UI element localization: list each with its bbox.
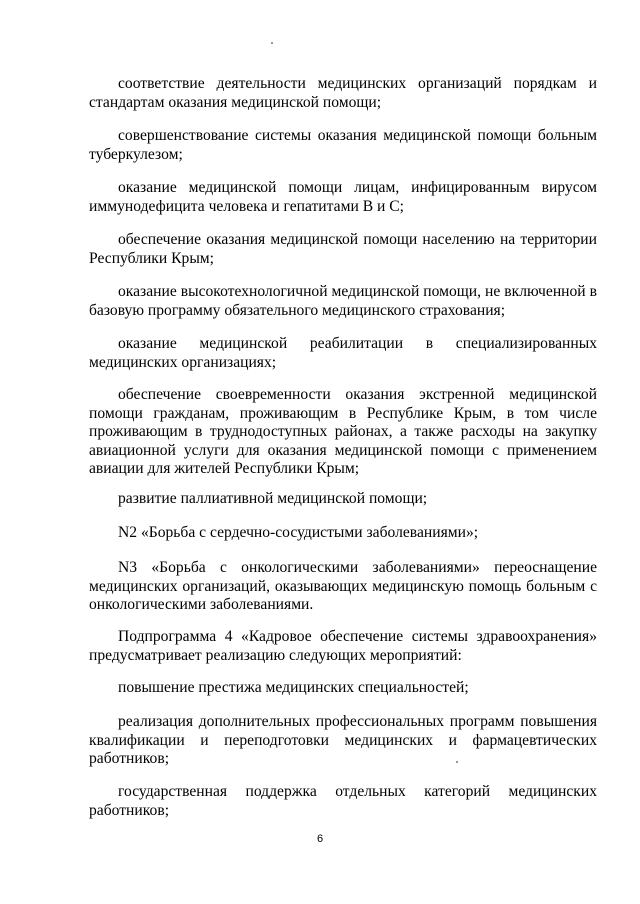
paragraph: обеспечение оказания медицинской помощи населению на территории Республики Крым; — [89, 231, 597, 267]
paragraph: Подпрограмма 4 «Кадровое обеспечение системы здравоохранения» предусматривает реализацию следующих мероприятий: — [89, 628, 597, 664]
paragraph: N3 «Борьба с онкологическими заболеваниями» переоснащение медицинских организаций, оказывающих медицинскую помощь больным с онкологическими заболеваниями. — [89, 559, 597, 613]
paragraph: государственная поддержка отдельных категорий медицинских работников; — [89, 783, 597, 819]
paragraph: обеспечение своевременности оказания экстренной медицинской помощи гражданам, проживающим в Республике Крым, в том числе проживающим в труднодоступных районах, а также расходы на закупку авиационной услуги для оказания медицинской помощи с применением авиации для жителей Республики Крым; — [89, 386, 597, 477]
scan-speck — [271, 42, 273, 44]
paragraph: соответствие деятельности медицинских организаций порядкам и стандартам оказания медицинской помощи; — [89, 75, 597, 111]
paragraph: оказание медицинской помощи лицам, инфицированным вирусом иммунодефицита человека и гепатитами В и С; — [89, 179, 597, 215]
paragraph: повышение престижа медицинских специальностей; — [118, 679, 469, 696]
paragraph: совершенствование системы оказания медицинской помощи больным туберкулезом; — [89, 127, 597, 163]
paragraph: оказание высокотехнологичной медицинской помощи, не включенной в базовую программу обязательного медицинского страхования; — [89, 283, 597, 319]
paragraph: реализация дополнительных профессиональных программ повышения квалификации и переподготовки медицинских и фармацевтических работников; — [89, 713, 597, 767]
paragraph: развитие паллиативной медицинской помощи; — [118, 490, 428, 507]
scan-speck — [456, 761, 458, 763]
paragraph: N2 «Борьба с сердечно-сосудистыми заболеваниями»; — [118, 524, 479, 541]
page-number: 6 — [316, 833, 324, 845]
paragraph: оказание медицинской реабилитации в специализированных медицинских организациях; — [89, 335, 597, 371]
